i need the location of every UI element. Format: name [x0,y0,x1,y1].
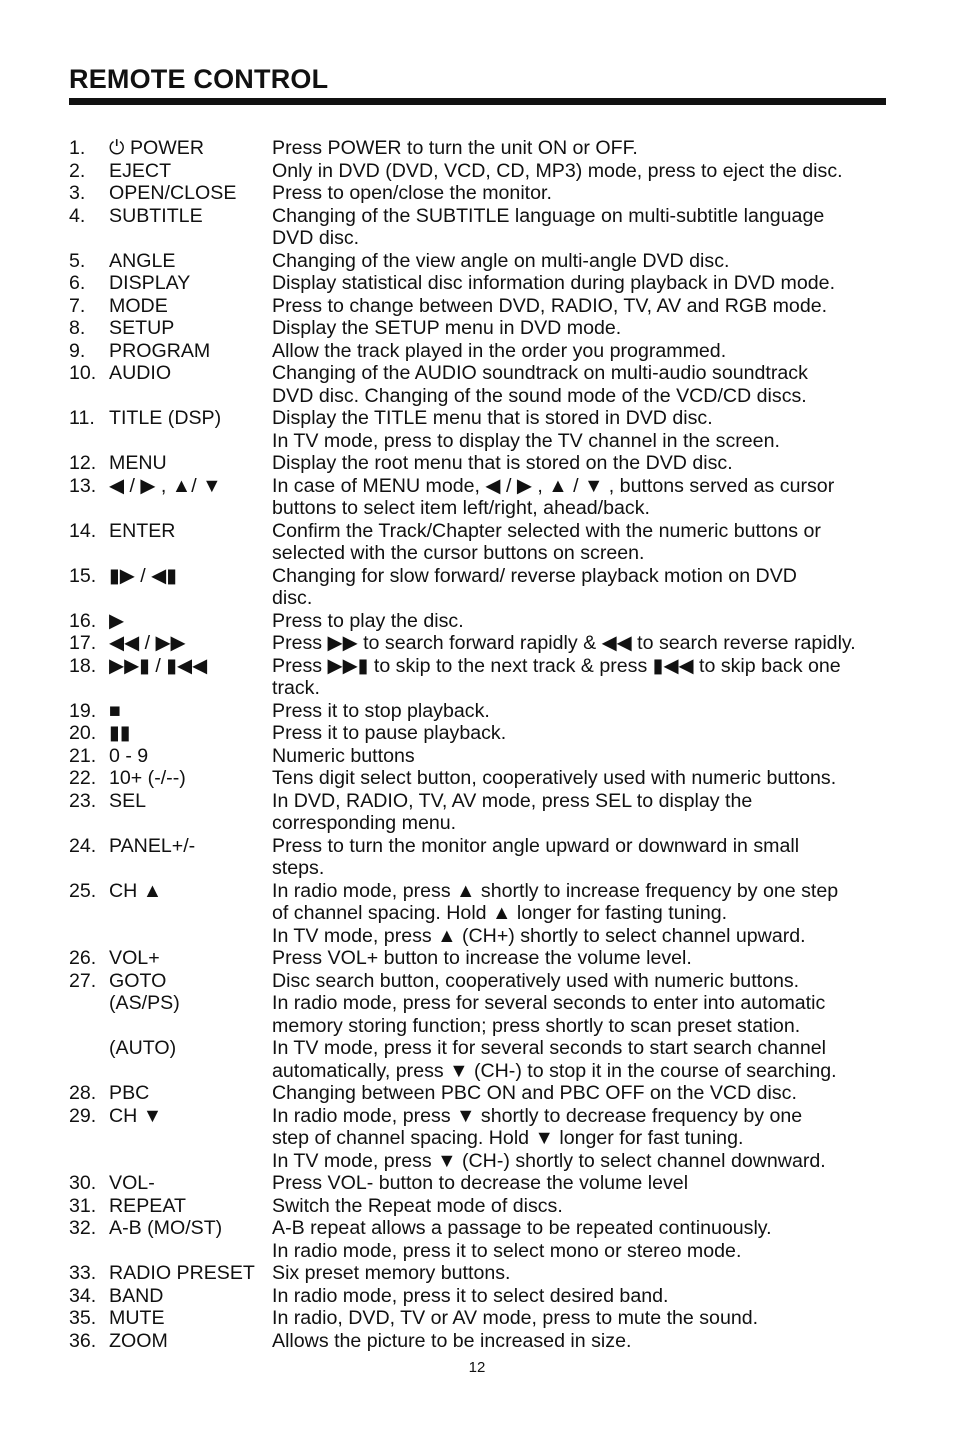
item-number: 12. [69,452,97,474]
list-item [69,947,899,970]
description-line: step of channel spacing. Hold ▼ longer for fast tuning. [272,1127,744,1149]
button-description [272,700,899,723]
list-item [69,790,899,835]
button-description [272,407,899,452]
button-label: PANEL+/- [109,834,196,857]
button-label: (AUTO) [109,1037,177,1059]
button-label: TITLE (DSP) [109,407,222,429]
item-number: 13. [69,474,97,497]
item-number: 23. [69,789,97,812]
list-item [69,160,899,183]
item-number: 4. [69,204,86,227]
description-line: of channel spacing. Hold ▲ longer for fasting tuning. [272,902,728,924]
item-number: 15. [69,564,97,587]
description-line: Numeric buttons [272,744,415,767]
list-item [69,632,899,655]
button-label: VOL- [109,1172,155,1194]
list-item [69,407,899,452]
button-description [272,565,899,610]
button-label: 0 - 9 [109,744,149,767]
description-line: buttons to select item left/right, ahead/back. [272,497,650,519]
item-number: 19. [69,699,97,722]
list-item [69,992,899,1037]
list-item [69,655,899,700]
button-description [272,745,899,768]
description-line: Press ▶▶ to search forward rapidly & ◀◀ to search reverse rapidly. [272,632,856,654]
description-line: Press ▶▶▮ to skip to the next track & press ▮◀◀ to skip back one [272,654,841,677]
button-label: PBC [109,1082,150,1104]
button-label: ANGLE [109,249,176,272]
description-line: Disc search button, cooperatively used with numeric buttons. [272,969,800,992]
button-description [272,160,899,183]
description-line: automatically, press ▼ (CH-) to stop it in the course of searching. [272,1059,837,1082]
button-description [272,992,899,1037]
list-item [69,1262,899,1285]
description-line: Display the root menu that is stored on the DVD disc. [272,452,733,474]
button-description [272,1285,899,1308]
page-number: 12 [468,1359,486,1376]
description-line: In case of MENU mode, ◀ / ▶ , ▲ / ▼ , buttons served as cursor [272,474,835,497]
description-line: Allows the picture to be increased in size. [272,1329,632,1352]
list-item [69,1082,899,1105]
description-line: In radio mode, press for several seconds to enter into automatic [272,992,826,1014]
description-line: In TV mode, press it for several seconds to start search channel [272,1037,826,1059]
list-item [69,1105,899,1173]
item-number: 33. [69,1262,97,1284]
item-number: 16. [69,609,97,632]
list-item [69,250,899,273]
button-label: MODE [109,294,168,317]
button-description [272,655,899,700]
button-description [272,362,899,407]
button-description [272,340,899,363]
list-item [69,565,899,610]
button-label: ▮▮ [109,722,131,744]
description-line: Display the SETUP menu in DVD mode. [272,317,622,339]
description-line: Only in DVD (DVD, VCD, CD, MP3) mode, press to eject the disc. [272,159,843,182]
list-item [69,1217,899,1262]
description-line: In radio mode, press ▼ shortly to decrease frequency by one [272,1104,803,1127]
item-number: 1. [69,137,86,159]
list-item [69,722,899,745]
button-description [272,272,899,295]
item-number: 7. [69,294,86,317]
list-item [69,295,899,318]
list-item [69,452,899,475]
list-item [69,205,899,250]
button-label: GOTO [109,969,167,992]
description-line: corresponding menu. [272,812,457,834]
description-line: Press to open/close the monitor. [272,182,552,204]
item-number: 29. [69,1104,97,1127]
description-line: DVD disc. Changing of the sound mode of the VCD/CD discs. [272,384,807,407]
button-description [272,835,899,880]
item-number: 14. [69,519,97,542]
item-number: 27. [69,969,97,992]
button-description [272,1082,899,1105]
list-item [69,700,899,723]
item-number: 32. [69,1217,97,1239]
list-item [69,362,899,407]
button-label: ▶▶▮ / ▮◀◀ [109,654,208,677]
list-item [69,137,899,160]
item-number: 22. [69,767,97,789]
description-line: Switch the Repeat mode of discs. [272,1194,563,1217]
list-item [69,1285,899,1308]
button-label: MUTE [109,1307,165,1329]
item-number: 30. [69,1172,97,1194]
button-label: MENU [109,452,167,474]
button-label: PROGRAM [109,339,211,362]
list-item [69,1195,899,1218]
list-item [69,610,899,633]
list-item [69,1172,899,1195]
description-line: Press to change between DVD, RADIO, TV, AV and RGB mode. [272,294,828,317]
button-label: REPEAT [109,1194,186,1217]
title-rule [69,98,886,105]
button-description [272,947,899,970]
button-description [272,250,899,273]
item-number: 8. [69,317,86,339]
button-description [272,137,899,160]
list-item [69,182,899,205]
button-description [272,1217,899,1262]
button-description [272,1172,899,1195]
button-label: CH ▲ [109,879,163,902]
item-number: 31. [69,1194,97,1217]
description-line: memory storing function; press shortly to scan preset station. [272,1014,801,1037]
button-label: A-B (MO/ST) [109,1217,223,1239]
button-label: ■ [109,699,121,722]
button-label: OPEN/CLOSE [109,182,237,204]
button-label: ▶ [109,609,125,632]
button-description [272,452,899,475]
description-line: Press it to pause playback. [272,722,507,744]
description-line: Confirm the Track/Chapter selected with the numeric buttons or [272,519,821,542]
description-line: Changing between PBC ON and PBC OFF on the VCD disc. [272,1082,797,1104]
item-number: 10. [69,362,97,384]
description-line: Six preset memory buttons. [272,1262,511,1284]
remote-control-list [69,137,899,1352]
list-item [69,745,899,768]
button-label: SUBTITLE [109,204,203,227]
list-item [69,340,899,363]
list-item [69,880,899,948]
item-number: 28. [69,1082,97,1104]
item-number: 5. [69,249,86,272]
list-item [69,520,899,565]
button-description [272,317,899,340]
item-number: 25. [69,879,97,902]
item-number: 9. [69,339,86,362]
description-line: In TV mode, press ▲ (CH+) shortly to select channel upward. [272,924,806,947]
description-line: In TV mode, press ▼ (CH-) shortly to select channel downward. [272,1149,826,1172]
list-item [69,317,899,340]
description-line: Press it to stop playback. [272,699,490,722]
description-line: steps. [272,857,325,879]
item-number: 18. [69,654,97,677]
item-number: 35. [69,1307,97,1329]
description-line: Press VOL- button to decrease the volume level [272,1172,689,1194]
button-label: DISPLAY [109,272,191,294]
description-line: Press POWER to turn the unit ON or OFF. [272,137,638,159]
description-line: Changing for slow forward/ reverse playback motion on DVD [272,564,797,587]
page-title: REMOTE CONTROL [69,64,329,94]
button-description [272,520,899,565]
button-label: ENTER [109,519,176,542]
list-item [69,475,899,520]
button-label: EJECT [109,159,172,182]
description-line: In DVD, RADIO, TV, AV mode, press SEL to display the [272,789,753,812]
item-number: 20. [69,722,97,744]
description-line: Display the TITLE menu that is stored in DVD disc. [272,407,713,429]
description-line: Changing of the AUDIO soundtrack on multi-audio soundtrack [272,362,808,384]
list-item [69,1330,899,1353]
description-line: In TV mode, press to display the TV channel in the screen. [272,429,780,452]
button-description [272,295,899,318]
button-label: RADIO PRESET [109,1262,255,1284]
item-number: 17. [69,632,97,654]
button-description [272,632,899,655]
item-number: 36. [69,1329,97,1352]
description-line: In radio mode, press ▲ shortly to increase frequency by one step [272,879,839,902]
button-label: SEL [109,789,147,812]
description-line: Press to turn the monitor angle upward or downward in small [272,834,800,857]
description-line: Press VOL+ button to increase the volume level. [272,947,692,969]
description-line: disc. [272,587,313,609]
button-label: VOL+ [109,947,160,969]
button-description [272,1037,899,1082]
description-line: Changing of the SUBTITLE language on multi-subtitle language [272,204,825,227]
button-description [272,767,899,790]
button-description [272,1262,899,1285]
button-description [272,182,899,205]
button-label: AUDIO [109,362,172,384]
list-item [69,272,899,295]
button-label: BAND [109,1284,164,1307]
item-number: 24. [69,834,97,857]
description-line: selected with the cursor buttons on screen. [272,542,645,564]
button-description [272,475,899,520]
button-description [272,1330,899,1353]
button-label: ▮▶ / ◀▮ [109,564,178,587]
description-line: In radio mode, press it to select mono or stereo mode. [272,1239,742,1262]
description-line: A-B repeat allows a passage to be repeated continuously. [272,1217,772,1239]
button-description [272,1195,899,1218]
button-label: SETUP [109,317,175,339]
description-line: In radio, DVD, TV or AV mode, press to mute the sound. [272,1307,759,1329]
button-label: CH ▼ [109,1104,163,1127]
button-description [272,790,899,835]
description-line: track. [272,677,320,699]
button-description [272,722,899,745]
description-line: DVD disc. [272,227,360,249]
button-label: ZOOM [109,1329,168,1352]
button-label: 10+ (-/--) [109,767,186,789]
item-number: 6. [69,272,86,294]
item-number: 21. [69,744,97,767]
list-item [69,835,899,880]
item-number: 34. [69,1284,97,1307]
description-line: Changing of the view angle on multi-angle DVD disc. [272,249,730,272]
description-line: Press to play the disc. [272,609,464,632]
item-number: 11. [69,407,95,429]
description-line: Allow the track played in the order you programmed. [272,339,727,362]
item-number: 3. [69,182,86,204]
button-description [272,1307,899,1330]
button-label: (AS/PS) [109,992,180,1014]
list-item [69,767,899,790]
description-line: Tens digit select button, cooperatively used with numeric buttons. [272,767,837,789]
button-description [272,970,899,993]
button-description [272,205,899,250]
description-line: In radio mode, press it to select desired band. [272,1284,669,1307]
item-number: 26. [69,947,97,969]
button-description [272,1105,899,1173]
button-description [272,610,899,633]
list-item [69,1307,899,1330]
description-line: Display statistical disc information during playback in DVD mode. [272,272,836,294]
list-item [69,970,899,993]
button-label: ◀◀ / ▶▶ [109,632,186,654]
button-label: ⏻ POWER [109,137,204,159]
button-label: ◀ / ▶ , ▲/ ▼ [109,474,222,497]
item-number: 2. [69,159,86,182]
list-item [69,1037,899,1082]
button-description [272,880,899,948]
